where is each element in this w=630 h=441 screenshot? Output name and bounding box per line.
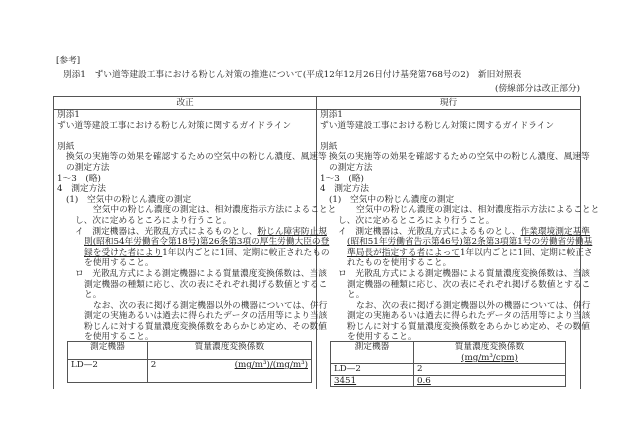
line: [320, 226, 590, 238]
line: 粉じんに対する質量濃度変換係数をあらかじめ定め、その数値: [84, 321, 327, 332]
underlined-text: 則(昭和54年労働省令第18号)第26条第3項の厚生労働大臣の登: [84, 237, 330, 248]
line: を使用すること。: [347, 332, 417, 343]
underlined-text: 粉じん障害防止規: [257, 226, 327, 237]
line: 測定の実施あるいは過去に得られたデータの活用等により当該: [347, 311, 591, 322]
document-title: 別添1 ずい道等建設工事における粉じん対策の推進について(平成12年12月26日付け基発第768号の2) 新旧対照表: [63, 70, 522, 80]
table-cell: LD—2: [331, 364, 414, 376]
conversion-table-current: [330, 341, 566, 387]
blank-line: [320, 131, 578, 142]
table-cell: [147, 360, 311, 383]
underline-note: (傍線部分は改正部分): [495, 84, 580, 94]
text: 1年以内ごとに1回、定期に較正されたもの: [162, 247, 330, 258]
line: 別紙: [57, 141, 75, 152]
header-current: 現行: [317, 97, 580, 110]
underlined-text: 録を受けた者により: [84, 247, 163, 258]
line: ロ 光散乱方式による測定機器による質量濃度変換係数は、当該: [75, 268, 327, 279]
line: 測定機器の種類に応じ、次の表にそれぞれ掲げる数値とするこ: [84, 279, 328, 290]
line: [57, 237, 330, 248]
line: 空気中の粉じん濃度の測定は、相対濃度指示方法によることと: [93, 205, 337, 216]
line: 1～3 (略): [57, 173, 101, 184]
unit: (mg/m³/cpm): [461, 352, 518, 363]
value: 2: [150, 360, 157, 370]
table-header: 質量濃度変換係数: [147, 342, 311, 360]
table-header: 測定機器: [68, 342, 148, 360]
conversion-table-revised: [67, 341, 312, 383]
underlined-text: 準局長が指定する者によって: [347, 247, 460, 258]
line: れたものを使用すること。: [347, 258, 452, 269]
revised-column: [57, 110, 337, 370]
line: し、次に定めるところにより行うこと。: [338, 215, 495, 226]
table-cell: [331, 375, 414, 387]
line: [320, 237, 593, 248]
line: 測定機器の種類に応じ、次の表にそれぞれ掲げる数値とするこ: [347, 279, 591, 290]
line: 4 測定方法: [320, 184, 369, 195]
text: イ 測定機器は、光散乱方式によるものとし、: [75, 226, 258, 237]
table-cell: LD—2: [68, 360, 148, 383]
line: [320, 247, 593, 259]
line: 換気の実施等の効果を確認するための空気中の粉じん濃度、風速等: [329, 152, 590, 163]
line: 換気の実施等の効果を確認するための空気中の粉じん濃度、風速等: [66, 152, 327, 163]
underlined-text: 3451: [334, 375, 357, 386]
text: 1年以内ごとに1回、定期に較正さ: [459, 247, 593, 258]
line: の測定方法: [66, 162, 110, 173]
line: なお、次の表に掲げる測定機器以外の機器については、併行: [93, 300, 328, 311]
comparison-table: [53, 96, 600, 389]
table-header: [413, 342, 565, 364]
line: の測定方法: [329, 162, 373, 173]
header-text: 質量濃度変換係数: [454, 342, 525, 352]
line: なお、次の表に掲げる測定機器以外の機器については、併行: [356, 300, 591, 311]
line: を使用すること。: [84, 332, 154, 343]
line: 4 測定方法: [57, 184, 106, 195]
blank-line: [57, 131, 315, 142]
table-cell: 2: [413, 364, 565, 376]
reference-label: [参考]: [56, 56, 81, 66]
line: (1) 空気中の粉じん濃度の測定: [66, 194, 192, 205]
line: [57, 226, 327, 238]
line: 別紙: [320, 141, 338, 152]
line: ロ 光散乱方式による測定機器による質量濃度変換係数は、当該: [338, 268, 590, 279]
header-revised: 改正: [54, 97, 317, 110]
line: (1) 空気中の粉じん濃度の測定: [329, 194, 455, 205]
line: ずい道等建設工事における粉じん対策に関するガイドライン: [320, 120, 555, 131]
unit: (mg/m³)/(mg/m³): [234, 360, 308, 370]
text: イ 測定機器は、光散乱方式によるものとし、: [338, 226, 521, 237]
line: と。: [347, 290, 365, 301]
current-column: [320, 110, 600, 386]
line: [57, 247, 330, 259]
table-cell: [413, 375, 565, 387]
line: を使用すること。: [84, 258, 154, 269]
line: 別添1: [57, 110, 80, 120]
table-header: 測定機器: [331, 342, 414, 364]
underlined-text: 0.6: [416, 375, 431, 386]
line: ずい道等建設工事における粉じん対策に関するガイドライン: [57, 120, 292, 131]
line: 粉じんに対する質量濃度変換係数をあらかじめ定め、その数値: [347, 321, 590, 332]
underlined-text: 作業環境測定基準: [520, 226, 590, 237]
line: 1～3 (略): [320, 173, 364, 184]
line: し、次に定めるところにより行うこと。: [75, 215, 232, 226]
underlined-text: (昭和51年労働省告示第46号)第2条第3項第1号の労働省労働基: [347, 237, 593, 248]
line: と。: [84, 290, 102, 301]
line: 測定の実施あるいは過去に得られたデータの活用等により当該: [84, 311, 328, 322]
line: 別添1: [320, 110, 343, 120]
line: 空気中の粉じん濃度の測定は、相対濃度指示方法によることと: [356, 205, 600, 216]
